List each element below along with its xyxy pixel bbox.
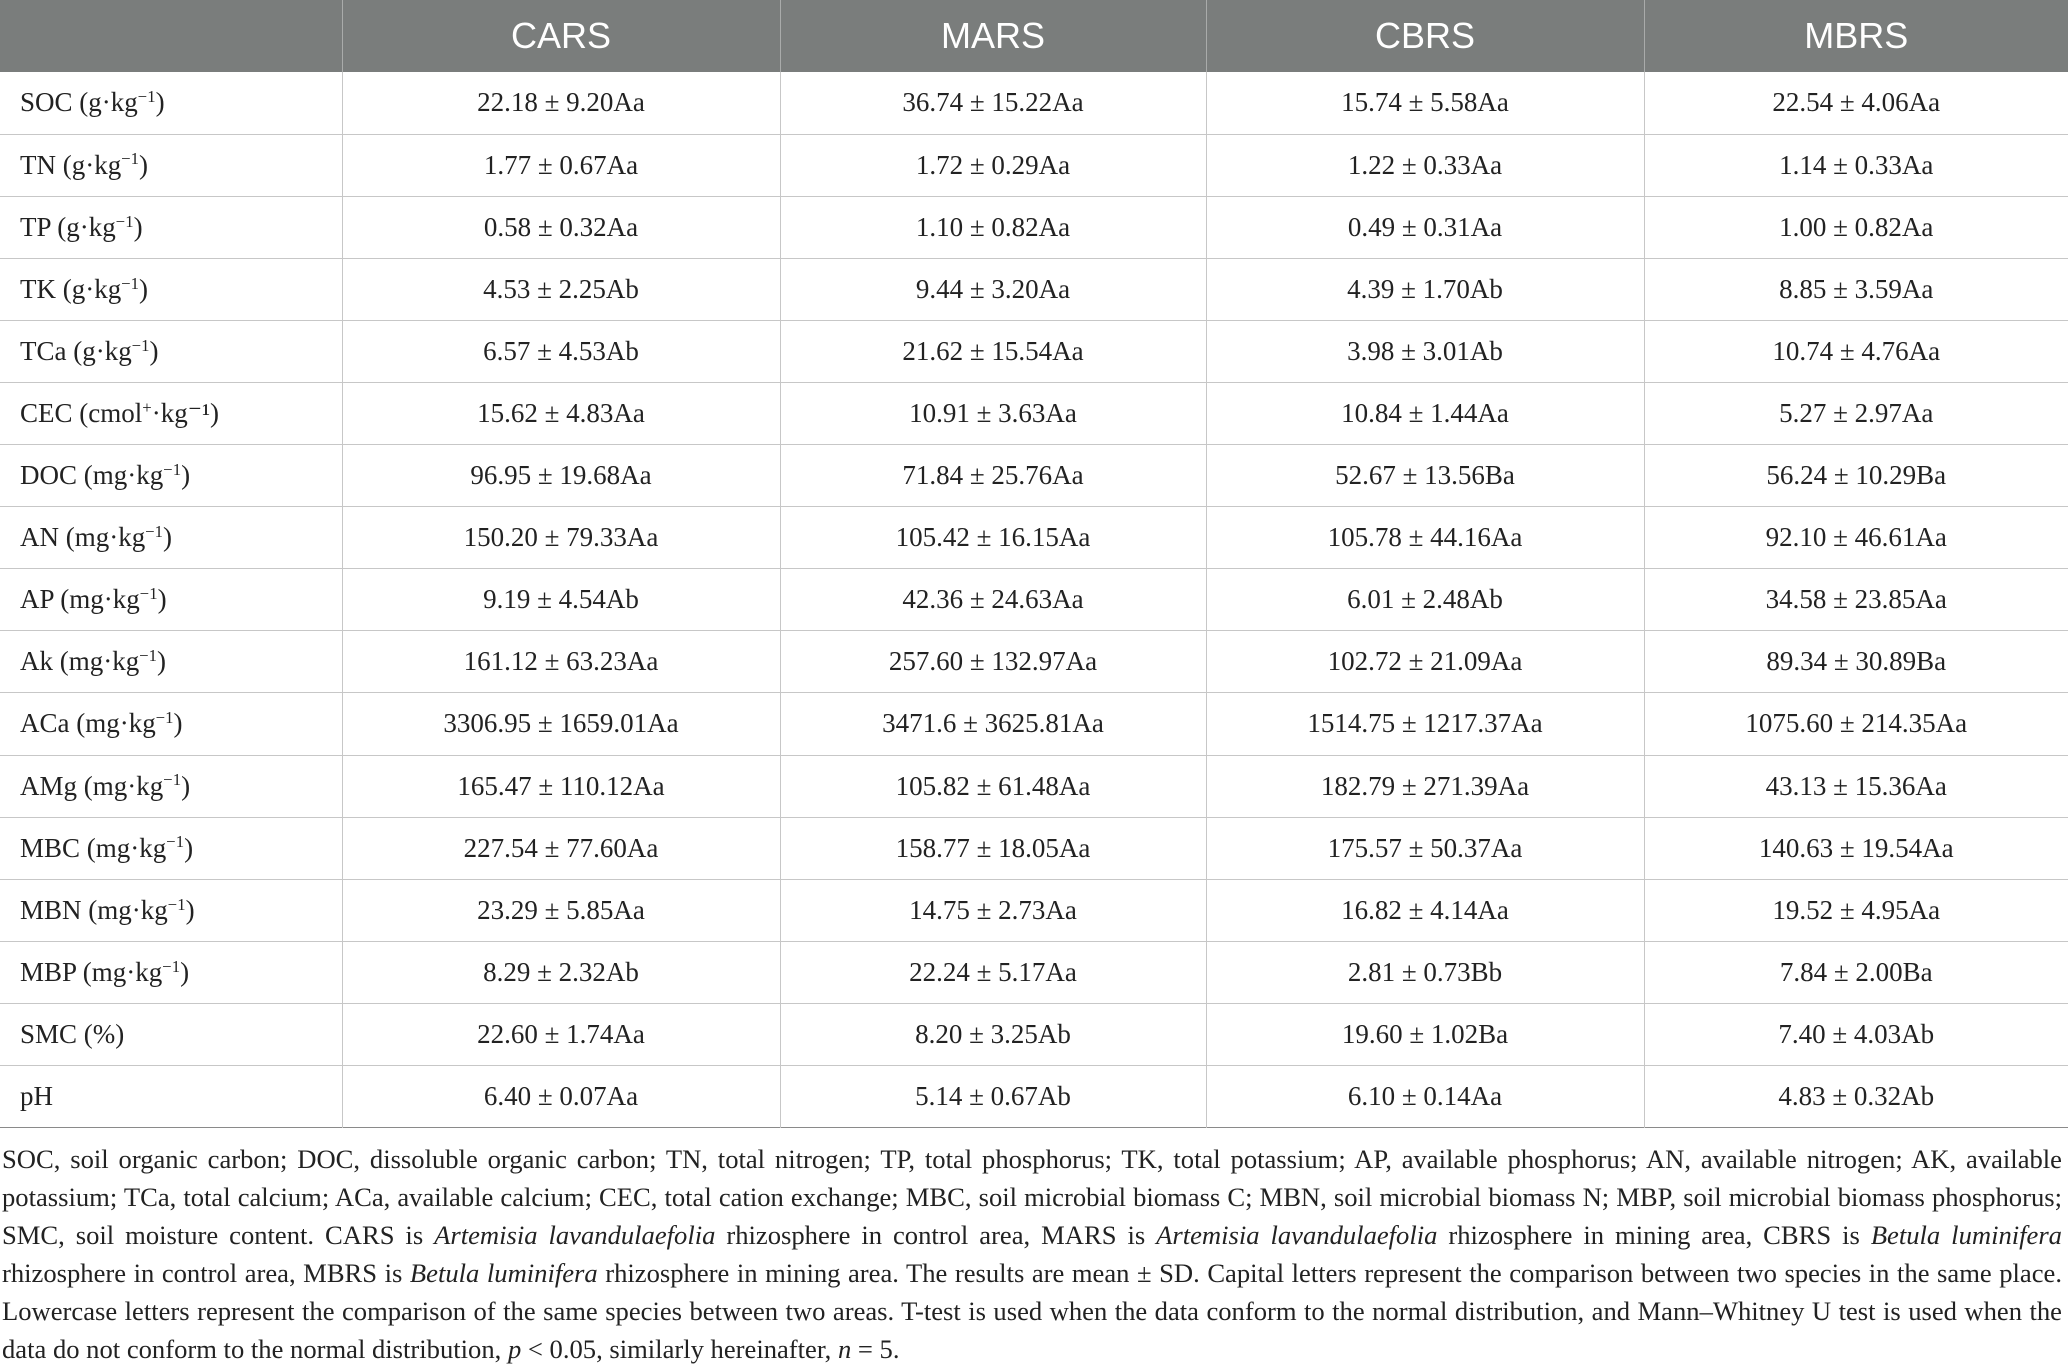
table-cell: 16.82 ± 4.14Aa xyxy=(1206,879,1644,941)
table-cell: 182.79 ± 271.39Aa xyxy=(1206,755,1644,817)
row-label xyxy=(0,631,342,693)
variable-unit: (g·kg xyxy=(73,335,132,366)
row-label xyxy=(0,320,342,382)
table-cell: 105.42 ± 16.15Aa xyxy=(780,507,1206,569)
table-cell: 175.57 ± 50.37Aa xyxy=(1206,817,1644,879)
variable-name: CEC xyxy=(20,398,73,429)
table-row xyxy=(0,320,2068,382)
table-cell: 5.14 ± 0.67Ab xyxy=(780,1066,1206,1128)
table-cell: 56.24 ± 10.29Ba xyxy=(1644,445,2068,507)
table-row xyxy=(0,382,2068,444)
header-cell-mbrs: MBRS xyxy=(1644,0,2068,72)
table-row xyxy=(0,879,2068,941)
table-row xyxy=(0,755,2068,817)
table-row xyxy=(0,1003,2068,1065)
variable-unit: (mg·kg xyxy=(83,460,164,491)
row-label xyxy=(0,941,342,1003)
table-cell: 9.19 ± 4.54Ab xyxy=(342,569,780,631)
footnote-text: rhizosphere in mining area, CBRS is xyxy=(1437,1220,1871,1251)
row-label xyxy=(0,1066,342,1128)
variable-name: MBN xyxy=(20,894,82,925)
variable-unit: (%) xyxy=(83,1018,125,1049)
footnote-text: rhizosphere in mining area. The results are mean ± SD. Capital letters represent the comparison between two species in the same place. Lowercase letters represent the comparison of the same species between two areas. T-test is used when the data conform to the normal distribution, and Mann–Whitney U test is used when the data do not conform to the normal distribution, xyxy=(2,1258,2062,1365)
row-label xyxy=(0,507,342,569)
variable-unit-tail: ) xyxy=(184,832,194,863)
table-row xyxy=(0,569,2068,631)
table-cell: 8.20 ± 3.25Ab xyxy=(780,1003,1206,1065)
variable-unit-tail: ) xyxy=(149,335,159,366)
unit-superscript: −1 xyxy=(155,708,174,728)
row-label xyxy=(0,817,342,879)
footnote-text: < 0.05, similarly hereinafter, xyxy=(521,1334,838,1365)
table-cell: 3.98 ± 3.01Ab xyxy=(1206,320,1644,382)
variable-unit: (g·kg xyxy=(62,273,122,304)
unit-superscript: −1 xyxy=(131,335,150,355)
table-cell: 10.74 ± 4.76Aa xyxy=(1644,320,2068,382)
table-cell: 3306.95 ± 1659.01Aa xyxy=(342,693,780,755)
variable-name: TP xyxy=(20,211,51,242)
variable-name: MBC xyxy=(20,832,81,863)
table-cell: 43.13 ± 15.36Aa xyxy=(1644,755,2068,817)
unit-superscript: −1 xyxy=(167,894,186,914)
table-cell: 71.84 ± 25.76Aa xyxy=(780,445,1206,507)
table-cell: 1.22 ± 0.33Aa xyxy=(1206,134,1644,196)
variable-name: TK xyxy=(20,273,56,304)
variable-unit-tail: ) xyxy=(173,708,183,739)
variable-unit: (mg·kg xyxy=(65,522,146,553)
variable-unit: (g·kg xyxy=(57,211,116,242)
footnote-text: rhizosphere in control area, MARS is xyxy=(715,1220,1157,1251)
table-cell: 6.10 ± 0.14Aa xyxy=(1206,1066,1644,1128)
variable-name: SMC xyxy=(20,1018,78,1049)
table-cell: 92.10 ± 46.61Aa xyxy=(1644,507,2068,569)
table-cell: 4.39 ± 1.70Ab xyxy=(1206,258,1644,320)
row-label xyxy=(0,569,342,631)
table-cell: 52.67 ± 13.56Ba xyxy=(1206,445,1644,507)
row-label xyxy=(0,1003,342,1065)
variable-name: TCa xyxy=(20,335,67,366)
variable-name: Ak xyxy=(20,646,53,677)
variable-unit-tail: ) xyxy=(163,522,173,553)
table-cell: 150.20 ± 79.33Aa xyxy=(342,507,780,569)
species-name: Artemisia lavandulaefolia xyxy=(434,1220,716,1251)
table-row xyxy=(0,258,2068,320)
table-cell: 158.77 ± 18.05Aa xyxy=(780,817,1206,879)
table-cell: 227.54 ± 77.60Aa xyxy=(342,817,780,879)
variable-unit-tail: ) xyxy=(185,894,195,925)
variable-name: MBP xyxy=(20,956,77,987)
variable-unit: (g·kg xyxy=(62,149,122,180)
variable-name: AN xyxy=(20,522,59,553)
unit-superscript: −1 xyxy=(115,211,134,231)
table-cell: 15.62 ± 4.83Aa xyxy=(342,382,780,444)
table-cell: 4.53 ± 2.25Ab xyxy=(342,258,780,320)
row-label xyxy=(0,134,342,196)
table-cell: 1514.75 ± 1217.37Aa xyxy=(1206,693,1644,755)
table-row xyxy=(0,134,2068,196)
variable-unit: (mg·kg xyxy=(82,956,163,987)
variable-name: TN xyxy=(20,149,56,180)
table-cell: 1.00 ± 0.82Aa xyxy=(1644,196,2068,258)
table-cell: 36.74 ± 15.22Aa xyxy=(780,72,1206,134)
table-body xyxy=(0,72,2068,1128)
unit-superscript: −1 xyxy=(162,956,181,976)
header-cell-mars: MARS xyxy=(780,0,1206,72)
variable-unit-tail: ·kg⁻¹) xyxy=(151,398,220,429)
table-row xyxy=(0,817,2068,879)
table-cell: 21.62 ± 15.54Aa xyxy=(780,320,1206,382)
table-cell: 15.74 ± 5.58Aa xyxy=(1206,72,1644,134)
row-label xyxy=(0,72,342,134)
unit-superscript: −1 xyxy=(121,149,140,169)
table-cell: 161.12 ± 63.23Aa xyxy=(342,631,780,693)
table-row xyxy=(0,631,2068,693)
table-row xyxy=(0,507,2068,569)
table-cell: 0.49 ± 0.31Aa xyxy=(1206,196,1644,258)
unit-superscript: −1 xyxy=(166,832,185,852)
table-row xyxy=(0,72,2068,134)
variable-unit-tail: ) xyxy=(155,87,165,118)
table-cell: 6.01 ± 2.48Ab xyxy=(1206,569,1644,631)
table-cell: 1.77 ± 0.67Aa xyxy=(342,134,780,196)
table-cell: 2.81 ± 0.73Bb xyxy=(1206,941,1644,1003)
table-row xyxy=(0,196,2068,258)
table-cell: 102.72 ± 21.09Aa xyxy=(1206,631,1644,693)
footnote-text: rhizosphere in control area, MBRS is xyxy=(2,1258,410,1289)
footnote-text: SOC, soil organic carbon; DOC, dissoluble organic carbon; TN, total nitrogen; TP, total phosphorus; TK, total potassium; AP, available phosphorus; AN, available nitrogen; AK, available potassium; TCa, total calcium; ACa, available calcium; CEC, total cation exchange; MBC, soil microbial biomass C; MBN, soil microbial biomass N; MBP, soil microbial biomass phosphorus; SMC, soil moisture content. CARS is xyxy=(2,1144,2062,1251)
table-header xyxy=(0,0,2068,72)
variable-unit-tail: ) xyxy=(139,149,149,180)
table-cell: 89.34 ± 30.89Ba xyxy=(1644,631,2068,693)
table-cell: 1.14 ± 0.33Aa xyxy=(1644,134,2068,196)
variable-unit: (mg·kg xyxy=(88,894,168,925)
variable-unit: (g·kg xyxy=(79,87,138,118)
table-cell: 257.60 ± 132.97Aa xyxy=(780,631,1206,693)
table-row xyxy=(0,941,2068,1003)
variable-unit: (mg·kg xyxy=(76,708,156,739)
row-label xyxy=(0,879,342,941)
row-label xyxy=(0,755,342,817)
variable-name: AMg xyxy=(20,770,78,801)
table-cell: 7.40 ± 4.03Ab xyxy=(1644,1003,2068,1065)
table-cell: 34.58 ± 23.85Aa xyxy=(1644,569,2068,631)
unit-superscript: −1 xyxy=(145,522,164,541)
unit-superscript: −1 xyxy=(139,646,158,666)
sample-size-symbol: n xyxy=(837,1334,852,1365)
row-label xyxy=(0,693,342,755)
table-cell: 4.83 ± 0.32Ab xyxy=(1644,1066,2068,1128)
table-cell: 10.84 ± 1.44Aa xyxy=(1206,382,1644,444)
table-cell: 6.40 ± 0.07Aa xyxy=(342,1066,780,1128)
table-row xyxy=(0,1066,2068,1128)
row-label xyxy=(0,196,342,258)
table-cell: 8.85 ± 3.59Aa xyxy=(1644,258,2068,320)
header-cell-cbrs: CBRS xyxy=(1206,0,1644,72)
unit-superscript: + xyxy=(142,397,152,417)
variable-unit-tail: ) xyxy=(180,956,190,987)
table-cell: 3471.6 ± 3625.81Aa xyxy=(780,693,1206,755)
table-row xyxy=(0,693,2068,755)
unit-superscript: −1 xyxy=(139,584,158,604)
variable-unit: (mg·kg xyxy=(60,584,140,615)
table-cell: 1075.60 ± 214.35Aa xyxy=(1644,693,2068,755)
variable-unit: (mg·kg xyxy=(86,832,167,863)
variable-unit-tail: ) xyxy=(157,646,167,677)
header-cell-cars: CARS xyxy=(342,0,780,72)
row-label xyxy=(0,445,342,507)
variable-unit-tail: ) xyxy=(181,460,191,491)
table-cell: 19.60 ± 1.02Ba xyxy=(1206,1003,1644,1065)
table-cell: 19.52 ± 4.95Aa xyxy=(1644,879,2068,941)
table-cell: 9.44 ± 3.20Aa xyxy=(780,258,1206,320)
variable-name: AP xyxy=(20,584,54,615)
variable-unit-tail: ) xyxy=(181,770,191,801)
unit-superscript: −1 xyxy=(137,87,156,107)
table-cell: 22.24 ± 5.17Aa xyxy=(780,941,1206,1003)
table-cell: 14.75 ± 2.73Aa xyxy=(780,879,1206,941)
table-cell: 165.47 ± 110.12Aa xyxy=(342,755,780,817)
unit-superscript: −1 xyxy=(121,273,140,293)
table-cell: 105.78 ± 44.16Aa xyxy=(1206,507,1644,569)
unit-superscript: −1 xyxy=(163,770,182,790)
variable-unit: (cmol xyxy=(79,398,143,429)
unit-superscript: −1 xyxy=(163,459,182,479)
table-cell: 10.91 ± 3.63Aa xyxy=(780,382,1206,444)
table-row xyxy=(0,445,2068,507)
table-cell: 5.27 ± 2.97Aa xyxy=(1644,382,2068,444)
variable-name: DOC xyxy=(20,460,78,491)
table-cell: 42.36 ± 24.63Aa xyxy=(780,569,1206,631)
table-cell: 105.82 ± 61.48Aa xyxy=(780,755,1206,817)
p-value-symbol: p xyxy=(507,1334,522,1365)
table-cell: 1.10 ± 0.82Aa xyxy=(780,196,1206,258)
variable-name: SOC xyxy=(20,87,73,118)
table-cell: 8.29 ± 2.32Ab xyxy=(342,941,780,1003)
header-row xyxy=(0,0,2068,72)
table-cell: 1.72 ± 0.29Aa xyxy=(780,134,1206,196)
species-name: Artemisia lavandulaefolia xyxy=(1156,1220,1438,1251)
table-cell: 140.63 ± 19.54Aa xyxy=(1644,817,2068,879)
header-cell-blank xyxy=(0,0,342,72)
species-name: Betula luminifera xyxy=(1870,1220,2062,1251)
footnote-text: = 5. xyxy=(851,1334,900,1365)
variable-unit-tail: ) xyxy=(139,273,149,304)
table-cell: 6.57 ± 4.53Ab xyxy=(342,320,780,382)
table-cell: 23.29 ± 5.85Aa xyxy=(342,879,780,941)
variable-unit-tail: ) xyxy=(157,584,167,615)
table-cell: 22.18 ± 9.20Aa xyxy=(342,72,780,134)
table-cell: 96.95 ± 19.68Aa xyxy=(342,445,780,507)
variable-name: pH xyxy=(20,1081,53,1112)
variable-name: ACa xyxy=(20,708,70,739)
table-cell: 7.84 ± 2.00Ba xyxy=(1644,941,2068,1003)
variable-unit-tail: ) xyxy=(133,211,143,242)
table-cell: 0.58 ± 0.32Aa xyxy=(342,196,780,258)
table-cell: 22.54 ± 4.06Aa xyxy=(1644,72,2068,134)
variable-unit: (mg·kg xyxy=(59,646,140,677)
table-cell: 22.60 ± 1.74Aa xyxy=(342,1003,780,1065)
species-name: Betula luminifera xyxy=(409,1258,598,1289)
row-label xyxy=(0,382,342,444)
row-label xyxy=(0,258,342,320)
variable-unit: (mg·kg xyxy=(83,770,164,801)
table-footnote xyxy=(0,1128,2068,1368)
